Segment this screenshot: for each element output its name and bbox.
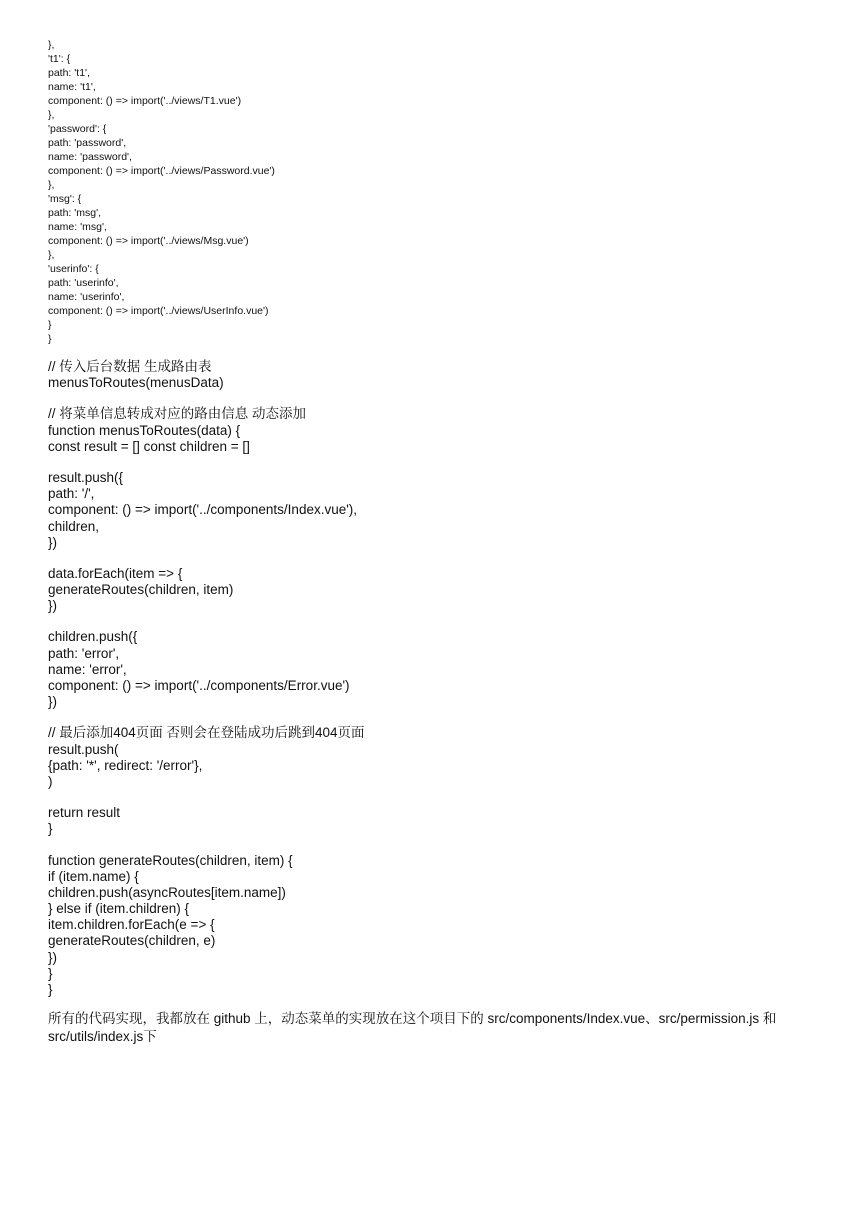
code-line: path: 'userinfo',: [48, 277, 119, 289]
code-line: result.push({: [48, 469, 124, 485]
code-line: generateRoutes(children, item): [48, 582, 234, 598]
code-line: generateRoutes(children, e): [48, 933, 216, 949]
code-line: name: 'msg',: [48, 221, 107, 233]
error-route-code: [48, 629, 838, 710]
code-line: result.push(: [48, 741, 119, 757]
code-line: name: 'password',: [48, 151, 132, 163]
footer-paragraph: 所有的代码实现，我都放在 github 上，动态菜单的实现放在这个项目下的 src/components/Index.vue、src/permission.js 和 src/utils/index.js下: [48, 1011, 777, 1045]
code-line: }: [48, 965, 53, 981]
code-line: component: () => import('../components/Error.vue'): [48, 678, 350, 693]
code-line: component: () => import('../views/Msg.vue'): [48, 235, 249, 247]
code-line: component: () => import('../views/UserInfo.vue'): [48, 305, 269, 317]
code-line: function generateRoutes(children, item) {: [48, 852, 293, 868]
code-line: path: 'error',: [48, 645, 120, 661]
code-line: }): [48, 694, 58, 710]
code-line: }: [48, 319, 52, 331]
code-line: item.children.forEach(e => {: [48, 917, 215, 933]
code-line: component: () => import('../components/Index.vue'),: [48, 502, 358, 518]
code-comment: // 传入后台数据 生成路由表: [48, 359, 212, 374]
code-line: },: [48, 249, 55, 261]
code-line: }: [48, 982, 53, 997]
code-line: return result: [48, 805, 121, 821]
code-line: children.push({: [48, 629, 138, 645]
code-line: name: 'error',: [48, 661, 127, 677]
code-line: }): [48, 534, 58, 550]
code-line: ): [48, 773, 53, 789]
code-line: path: 'msg',: [48, 207, 102, 219]
code-line: }: [48, 333, 52, 345]
code-line: children,: [48, 518, 100, 534]
code-line: component: () => import('../views/Password.vue'): [48, 165, 275, 177]
code-comment: // 最后添加404页面 否则会在登陆成功后跳到404页面: [48, 725, 365, 741]
code-line: }): [48, 598, 58, 614]
notfound-route-code: [48, 725, 838, 790]
code-line: path: 't1',: [48, 67, 90, 79]
return-code: [48, 805, 838, 837]
code-line: path: 'password',: [48, 137, 127, 149]
code-line: component: () => import('../views/T1.vue'): [48, 95, 242, 107]
call-code: [48, 359, 838, 391]
code-line: const result = [] const children = []: [48, 438, 250, 454]
code-line: name: 't1',: [48, 81, 96, 93]
async-routes-code: [48, 38, 838, 346]
code-line: children.push(asyncRoutes[item.name]): [48, 884, 286, 900]
code-line: 'password': {: [48, 123, 107, 135]
code-line: 't1': {: [48, 53, 71, 65]
code-line: name: 'userinfo',: [48, 291, 125, 303]
document-page: [48, 38, 838, 1046]
push-root-code: [48, 470, 838, 551]
code-line: {path: '*', redirect: '/error'},: [48, 757, 203, 773]
foreach-code: [48, 566, 838, 615]
code-comment: // 将菜单信息转成对应的路由信息 动态添加: [48, 406, 307, 422]
code-line: path: '/',: [48, 486, 95, 502]
code-line: if (item.name) {: [48, 868, 139, 884]
code-line: } else if (item.children) {: [48, 901, 190, 917]
code-line: menusToRoutes(menusData): [48, 375, 224, 391]
code-line: },: [48, 179, 55, 191]
code-line: function menusToRoutes(data) {: [48, 422, 241, 438]
code-line: 'userinfo': {: [48, 263, 99, 275]
code-line: data.forEach(item => {: [48, 565, 183, 581]
code-line: }): [48, 949, 58, 965]
code-line: }: [48, 821, 53, 837]
code-line: },: [48, 109, 55, 121]
menus-to-routes-code: [48, 406, 838, 455]
generate-routes-code: [48, 853, 838, 999]
code-line: },: [48, 39, 55, 51]
code-line: 'msg': {: [48, 193, 82, 205]
